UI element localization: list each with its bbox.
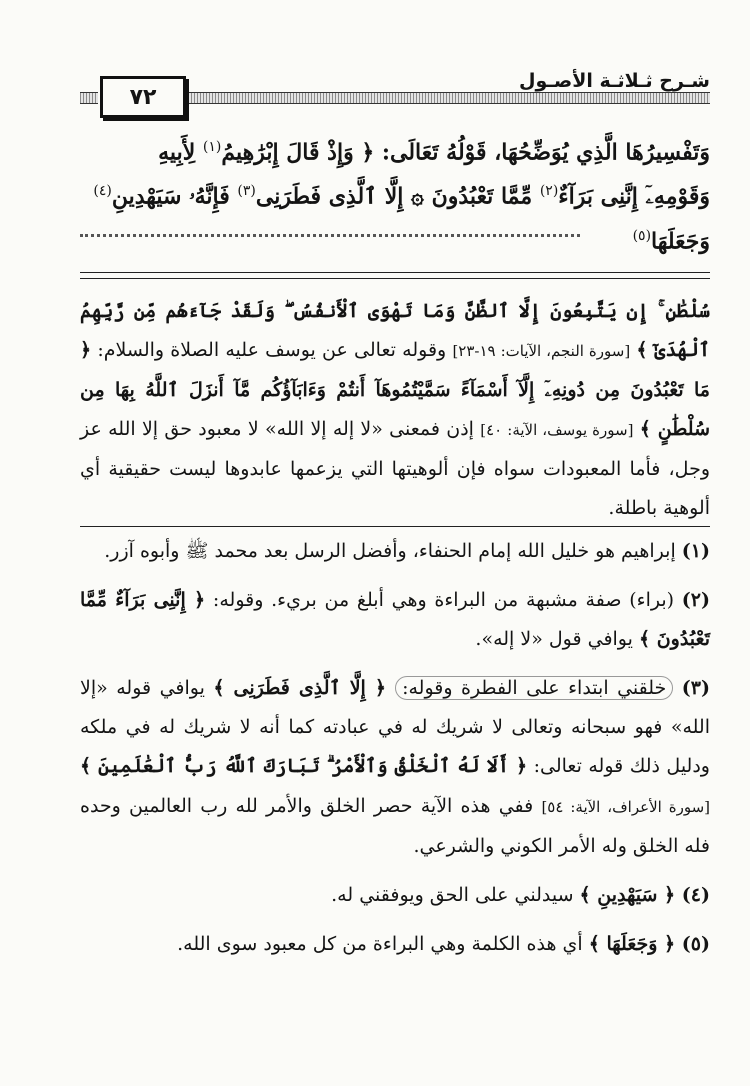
quran-verse: ﴿ إِنَّنِى بَرَآءٌ مِّمَّا تَعْبُدُونَ ﴾ (80, 589, 710, 650)
footnote-number: (٢) (681, 589, 710, 611)
passage-line-2 (80, 172, 710, 216)
citation: [سورة النجم، الآيات: ١٩-٢٣] (452, 342, 631, 360)
footnote-ref-3: (٣) (237, 183, 256, 200)
passage-text: وَقَوْمِهِۦٓ إِنَّنِى بَرَآءٌ (558, 183, 710, 210)
footnote-5 (80, 925, 710, 964)
header-rule (185, 92, 710, 104)
circled-annotation: خلقني ابتداء على الفطرة وقوله: (395, 676, 673, 700)
passage-line-1 (80, 128, 710, 172)
footnote-text: يوافي قول «لا إله». (475, 628, 639, 650)
footnote-number: (٤) (681, 884, 710, 906)
citation: [سورة الأعراف، الآية: ٥٤] (541, 798, 710, 816)
passage-text: وَجَعَلَهَا (651, 227, 710, 254)
quran-verse: ﴿ مَا تَعْبُدُونَ مِن دُونِهِۦٓ إِلَّآ أَسْمَآءً سَمَّيْتُمُوهَآ أَنتُمْ وَءَابَآؤُكُم مَّآ أَنزَلَ ٱللَّهُ بِهَا مِن سُلْطَٰنٍ ﴾ (80, 339, 710, 440)
passage-text: فَإِنَّهُۥ سَيَهْدِينِ (111, 183, 238, 210)
quran-verse: ﴿ إِلَّا ٱلَّذِى فَطَرَنِى ﴾ (213, 677, 396, 699)
page-header (80, 62, 710, 118)
footnote-2 (80, 581, 710, 659)
footnote-number: (١) (681, 540, 710, 562)
footnote-text: أي هذه الكلمة وهي البراءة من كل معبود سوى الله. (177, 933, 589, 955)
passage-text: لِأَبِيهِ (158, 139, 203, 166)
footnote-ref-2: (٢) (539, 183, 559, 200)
commentary-text: وقوله تعالى عن يوسف عليه الصلاة والسلام: (97, 339, 453, 361)
header-rule-left (80, 92, 98, 104)
passage-text: مِّمَّا تَعْبُدُونَ ۞ إِلَّا ٱلَّذِى فَطَرَنِى (255, 183, 540, 210)
quran-verse: سُلْطَٰنٍ ۚ إِن يَتَّبِعُونَ إِلَّا ٱلظَّنَّ وَمَا تَهْوَى ٱلْأَنفُسُ ۖ وَلَقَدْ جَآءَهُم مِّن رَّبِّهِمُ ٱلْهُدَىٰٓ ﴾ (80, 300, 711, 361)
passage-text: وَتَفْسِيرُهَا الَّذِي يُوَضِّحُهَا، قَوْلُهُ تَعَالَى: ﴿ وَإِذْ قَالَ إِبْرَٰهِيمُ (221, 139, 710, 166)
footnote-1 (80, 532, 710, 571)
commentary-text: إذن فمعنى «لا إله إلا الله» لا معبود حق إلا الله عز وجل، فأما المعبودات سواه فإن ألوهيتها التي يزعمها عابدوها ليست حقيقية أي ألوهية باطلة. (80, 418, 710, 519)
quran-verse: ﴿ سَيَهْدِينِ ﴾ (579, 884, 682, 906)
book-title: شـرح ثـلاثـة الأصـول (518, 70, 710, 92)
footnotes (80, 532, 710, 974)
section-divider (80, 278, 710, 279)
footnote-ref-4: (٤) (93, 183, 112, 200)
footnote-text: إبراهيم هو خليل الله إمام الحنفاء، وأفضل الرسل بعد محمد ﷺ وأبوه آزر. (104, 540, 682, 562)
dotted-ellipsis (80, 228, 580, 237)
footnote-text: سيدلني على الحق ويوفقني له. (331, 884, 580, 906)
commentary-block (80, 292, 710, 528)
footnote-divider (80, 526, 710, 527)
footnote-text: (براء) صفة مشبهة من البراءة وهي أبلغ من بريء. وقوله: (205, 589, 682, 611)
footnote-4 (80, 876, 710, 915)
footnote-text: ففي هذه الآية حصر الخلق والأمر لله رب العالمين وحده فله الخلق وله الأمر الكوني والشرعي. (80, 795, 710, 857)
quran-verse: ﴿ أَلَا لَهُ ٱلْخَلْقُ وَٱلْأَمْرُ ۗ تَبَارَكَ ٱللَّهُ رَبُّ ٱلْعَٰلَمِينَ ﴾ (80, 755, 528, 777)
section-divider (80, 272, 710, 273)
footnote-text: يوافي قوله «إلا الله» فهو سبحانه وتعالى لا شريك له في عبادته كما أنه لا شريك له في ملكه ودليل ذلك قوله تعالى: (80, 677, 710, 777)
footnote-number: (٥) (681, 933, 710, 955)
main-passage (80, 128, 710, 261)
footnote-ref-1: (١) (202, 139, 222, 155)
quran-verse: ﴿ وَجَعَلَهَا ﴾ (588, 933, 682, 955)
page-number: ٧٢ (100, 76, 186, 118)
citation: [سورة يوسف، الآية: ٤٠] (480, 421, 634, 439)
footnote-number: (٣) (681, 677, 710, 699)
footnote-3 (80, 669, 710, 866)
footnote-ref-5: (٥) (632, 227, 652, 244)
passage-line-3 (80, 217, 710, 261)
